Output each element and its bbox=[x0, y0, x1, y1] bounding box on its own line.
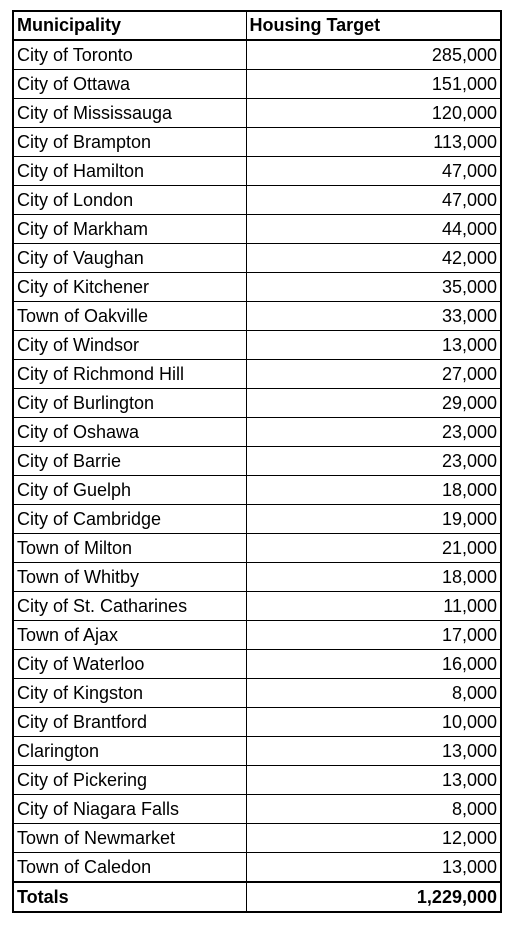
housing-target-table bbox=[12, 10, 502, 913]
table-row bbox=[13, 563, 501, 592]
table-row bbox=[13, 476, 501, 505]
municipality-cell[interactable]: Clarington bbox=[13, 737, 246, 766]
municipality-cell[interactable]: City of Markham bbox=[13, 215, 246, 244]
municipality-cell[interactable]: City of St. Catharines bbox=[13, 592, 246, 621]
municipality-cell[interactable]: City of Kitchener bbox=[13, 273, 246, 302]
municipality-cell[interactable]: City of Richmond Hill bbox=[13, 360, 246, 389]
table-row bbox=[13, 40, 501, 70]
housing-target-cell[interactable]: 120,000 bbox=[246, 99, 501, 128]
housing-target-cell[interactable]: 47,000 bbox=[246, 157, 501, 186]
table-row bbox=[13, 418, 501, 447]
housing-target-cell[interactable]: 29,000 bbox=[246, 389, 501, 418]
table-row bbox=[13, 824, 501, 853]
table-row bbox=[13, 505, 501, 534]
table-row bbox=[13, 331, 501, 360]
table-row bbox=[13, 128, 501, 157]
table-row bbox=[13, 157, 501, 186]
municipality-cell[interactable]: City of Hamilton bbox=[13, 157, 246, 186]
housing-target-cell[interactable]: 42,000 bbox=[246, 244, 501, 273]
municipality-cell[interactable]: City of Guelph bbox=[13, 476, 246, 505]
column-header-municipality[interactable]: Municipality bbox=[13, 11, 246, 40]
municipality-cell[interactable]: Town of Oakville bbox=[13, 302, 246, 331]
housing-target-cell[interactable]: 10,000 bbox=[246, 708, 501, 737]
totals-row bbox=[13, 882, 501, 912]
municipality-cell[interactable]: City of Toronto bbox=[13, 40, 246, 70]
housing-target-cell[interactable]: 11,000 bbox=[246, 592, 501, 621]
municipality-cell[interactable]: City of Burlington bbox=[13, 389, 246, 418]
totals-value[interactable]: 1,229,000 bbox=[246, 882, 501, 912]
municipality-cell[interactable]: City of London bbox=[13, 186, 246, 215]
table-row bbox=[13, 708, 501, 737]
table-row bbox=[13, 99, 501, 128]
table-row bbox=[13, 621, 501, 650]
table-row bbox=[13, 360, 501, 389]
housing-target-cell[interactable]: 19,000 bbox=[246, 505, 501, 534]
municipality-cell[interactable]: City of Brantford bbox=[13, 708, 246, 737]
column-header-housing-target[interactable]: Housing Target bbox=[246, 11, 501, 40]
housing-target-cell[interactable]: 113,000 bbox=[246, 128, 501, 157]
housing-target-cell[interactable]: 17,000 bbox=[246, 621, 501, 650]
housing-target-cell[interactable]: 23,000 bbox=[246, 447, 501, 476]
header-row bbox=[13, 11, 501, 40]
totals-label[interactable]: Totals bbox=[13, 882, 246, 912]
housing-target-cell[interactable]: 8,000 bbox=[246, 795, 501, 824]
housing-target-cell[interactable]: 13,000 bbox=[246, 766, 501, 795]
municipality-cell[interactable]: City of Brampton bbox=[13, 128, 246, 157]
housing-target-cell[interactable]: 23,000 bbox=[246, 418, 501, 447]
table-row bbox=[13, 534, 501, 563]
housing-target-cell[interactable]: 47,000 bbox=[246, 186, 501, 215]
table-body bbox=[13, 40, 501, 882]
housing-target-cell[interactable]: 18,000 bbox=[246, 476, 501, 505]
table-row bbox=[13, 70, 501, 99]
table-footer bbox=[13, 882, 501, 912]
housing-target-cell[interactable]: 8,000 bbox=[246, 679, 501, 708]
municipality-cell[interactable]: City of Kingston bbox=[13, 679, 246, 708]
municipality-cell[interactable]: City of Cambridge bbox=[13, 505, 246, 534]
municipality-cell[interactable]: Town of Caledon bbox=[13, 853, 246, 883]
housing-target-cell[interactable]: 21,000 bbox=[246, 534, 501, 563]
table-row bbox=[13, 302, 501, 331]
table-row bbox=[13, 273, 501, 302]
table-row bbox=[13, 650, 501, 679]
table-row bbox=[13, 389, 501, 418]
housing-target-cell[interactable]: 151,000 bbox=[246, 70, 501, 99]
municipality-cell[interactable]: City of Niagara Falls bbox=[13, 795, 246, 824]
municipality-cell[interactable]: City of Vaughan bbox=[13, 244, 246, 273]
housing-target-cell[interactable]: 16,000 bbox=[246, 650, 501, 679]
municipality-cell[interactable]: Town of Ajax bbox=[13, 621, 246, 650]
table-row bbox=[13, 679, 501, 708]
housing-target-cell[interactable]: 285,000 bbox=[246, 40, 501, 70]
municipality-cell[interactable]: City of Oshawa bbox=[13, 418, 246, 447]
municipality-cell[interactable]: City of Windsor bbox=[13, 331, 246, 360]
housing-target-cell[interactable]: 12,000 bbox=[246, 824, 501, 853]
spreadsheet bbox=[12, 10, 500, 913]
municipality-cell[interactable]: Town of Milton bbox=[13, 534, 246, 563]
table-row bbox=[13, 244, 501, 273]
housing-target-cell[interactable]: 13,000 bbox=[246, 853, 501, 883]
housing-target-cell[interactable]: 18,000 bbox=[246, 563, 501, 592]
municipality-cell[interactable]: City of Pickering bbox=[13, 766, 246, 795]
table-row bbox=[13, 766, 501, 795]
municipality-cell[interactable]: City of Waterloo bbox=[13, 650, 246, 679]
housing-target-cell[interactable]: 44,000 bbox=[246, 215, 501, 244]
table-row bbox=[13, 215, 501, 244]
table-row bbox=[13, 186, 501, 215]
housing-target-cell[interactable]: 27,000 bbox=[246, 360, 501, 389]
table-row bbox=[13, 447, 501, 476]
housing-target-cell[interactable]: 13,000 bbox=[246, 737, 501, 766]
table-row bbox=[13, 737, 501, 766]
municipality-cell[interactable]: City of Mississauga bbox=[13, 99, 246, 128]
housing-target-cell[interactable]: 33,000 bbox=[246, 302, 501, 331]
housing-target-cell[interactable]: 35,000 bbox=[246, 273, 501, 302]
municipality-cell[interactable]: City of Barrie bbox=[13, 447, 246, 476]
table-row bbox=[13, 853, 501, 883]
housing-target-cell[interactable]: 13,000 bbox=[246, 331, 501, 360]
table-header bbox=[13, 11, 501, 40]
municipality-cell[interactable]: Town of Newmarket bbox=[13, 824, 246, 853]
table-row bbox=[13, 795, 501, 824]
municipality-cell[interactable]: City of Ottawa bbox=[13, 70, 246, 99]
municipality-cell[interactable]: Town of Whitby bbox=[13, 563, 246, 592]
table-row bbox=[13, 592, 501, 621]
